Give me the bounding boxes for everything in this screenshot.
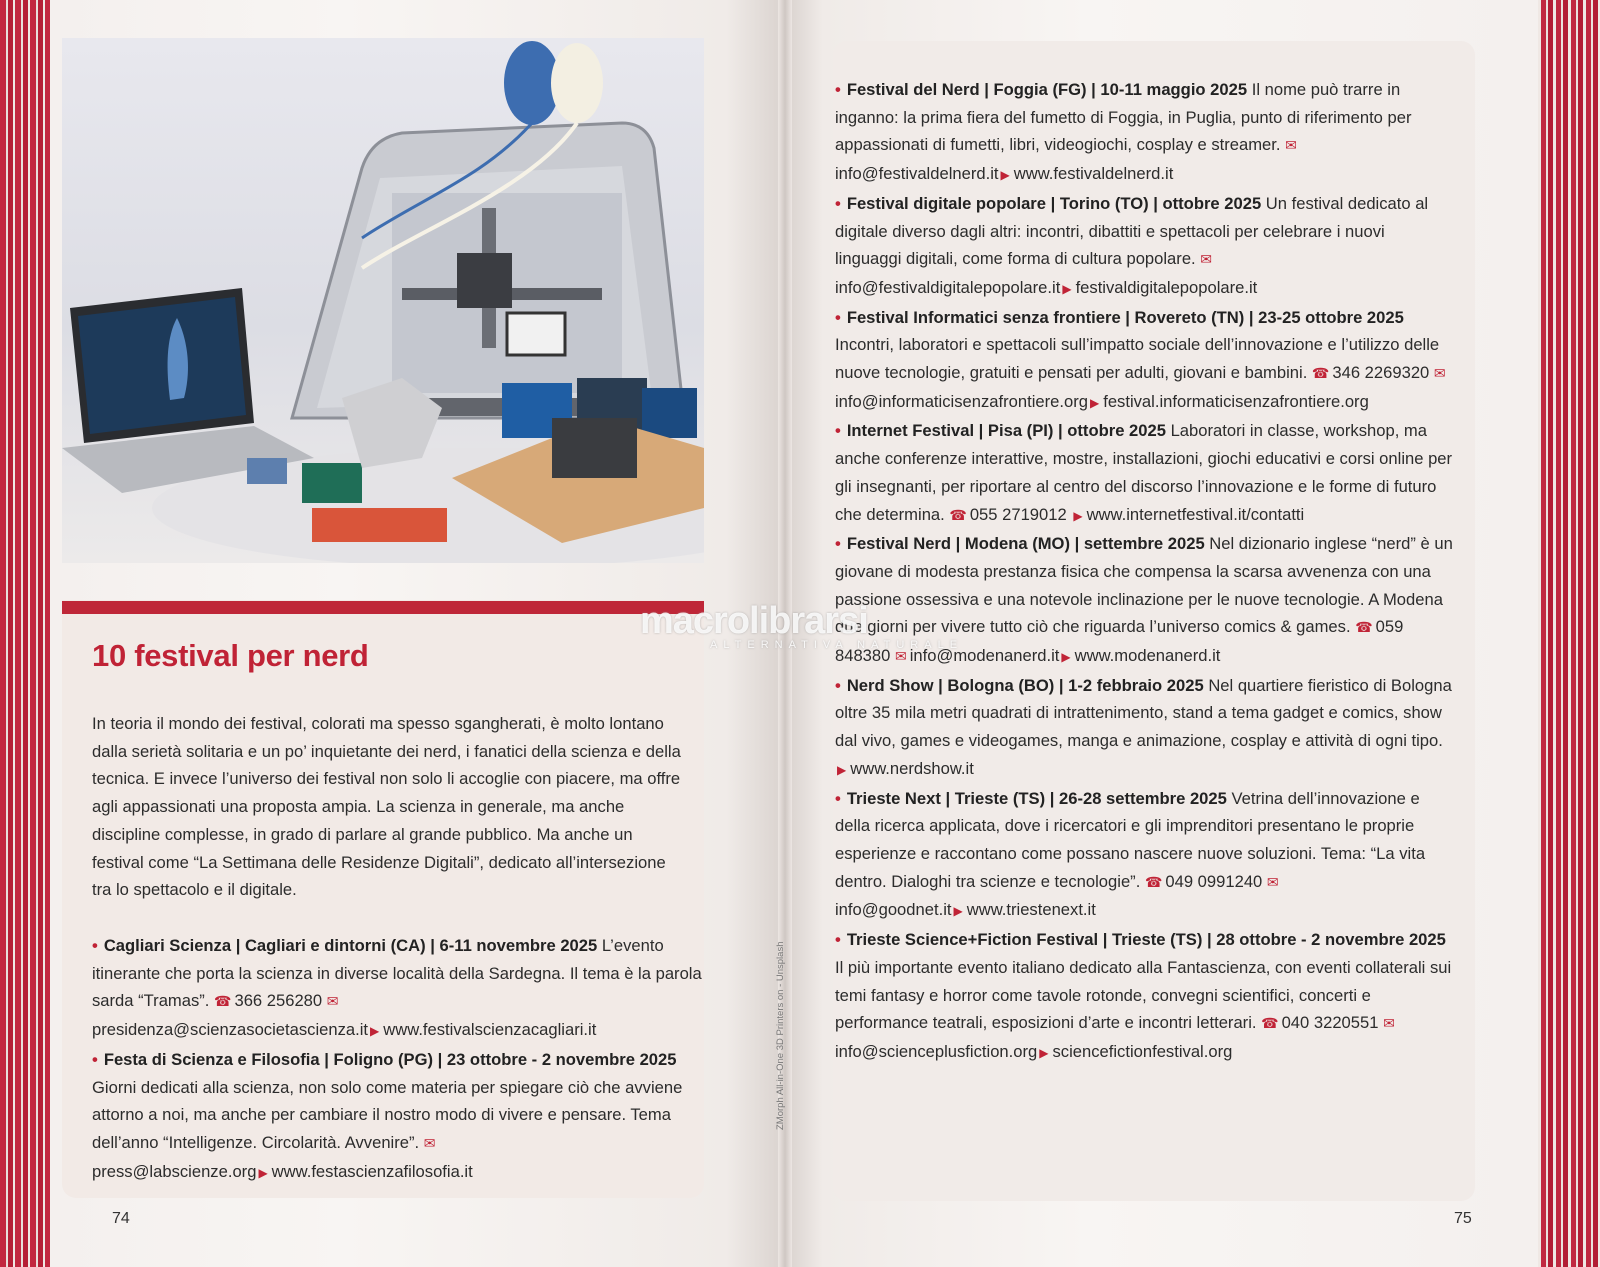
page-edges-right [1538,0,1600,1267]
festival-description: Vetrina dell’innovazione e della ricerca applicata, dove i ricercatori e gli imprenditori presentano le proprie esperienze e raccontano come possano nascere nuove soluzioni. Tema: “La vita dentro. Dialoghi tra scienze e tecnologie”. [835,788,1426,891]
arrow-right-icon: ▶ [1000,168,1010,183]
festival-description: Giorni dedicati alla scienza, non solo come materia per spiegare ciò che avviene attorno a noi, ma anche per cambiare il nostro modo di vivere e pensare. Tema dell’anno “Intelligenze. Circolarità. Avvenire”. [92,1077,683,1152]
watermark-logo [640,600,963,651]
festival-email[interactable]: info@festivaldigitalepopolare.it [835,277,1061,297]
festival-title: Festival del Nerd | Foggia (FG) | 10-11 maggio 2025 [846,80,1248,99]
festival-website[interactable]: www.festivaldelnerd.it [1013,164,1174,184]
festival-email[interactable]: info@goodnet.it [835,900,952,920]
envelope-icon: ✉ [1383,1015,1395,1032]
arrow-right-icon: ▶ [1062,281,1072,296]
festival-title: Trieste Next | Trieste (TS) | 26-28 settembre 2025 [846,788,1227,808]
phone-icon: ☎ [1355,619,1373,636]
bullet-marker: • [835,675,841,695]
phone-icon: ☎ [949,506,967,523]
festival-website[interactable]: sciencefictionfestival.org [1052,1041,1233,1061]
festival-phone: 366 256280 [234,991,327,1011]
festival-phone: 346 2269320 [1332,363,1434,383]
festival-title: Internet Festival | Pisa (PI) | ottobre 2025 [846,421,1166,441]
festival-entry [835,190,1455,304]
arrow-right-icon: ▶ [370,1024,380,1039]
festival-phone: 049 0991240 [1165,871,1267,891]
arrow-right-icon: ▶ [953,904,963,919]
bullet-marker: • [92,936,98,955]
festival-email[interactable]: info@festivaldelnerd.it [835,164,999,184]
bullet-marker: • [835,788,841,808]
festival-email[interactable]: info@modenanerd.it [909,646,1060,666]
festival-list-right [835,76,1455,1068]
festival-website[interactable]: www.nerdshow.it [850,758,974,778]
festival-title: Festival digitale popolare | Torino (TO) | ottobre 2025 [846,193,1262,213]
bullet-marker: • [92,1049,98,1069]
article-intro: In teoria il mondo dei festival, colorati ma spesso sgangherati, è molto lontano dalla serietà solitaria e un po’ inquietante dei nerd, i fanatici della scienza e della tecnica. E invece l’universo dei festival non solo li accoglie con piacere, ma offre agli appassionati una proposta ampia. La scienza in generale, ma anche discipline complesse, in grado di parlare al grande pubblico. Ma anche un festival come “La Settimana delle Residenze Digitali”, dedicato all’intersezione tra lo spettacolo e il digitale. [92,714,681,900]
bullet-marker: • [835,80,841,99]
arrow-right-icon: ▶ [837,762,847,777]
accent-bar [62,601,704,614]
envelope-icon: ✉ [1200,251,1212,268]
festival-description: Laboratori in classe, workshop, ma anche conferenze interattive, mostre, installazioni, giochi educativi e corsi online per gli insegnanti, per riportare al centro del discorso l’innovazione e le forme di futuro che determina. [835,421,1453,524]
bullet-marker: • [835,534,841,554]
festival-entry [92,1046,704,1188]
bullet-marker: • [835,307,841,327]
festival-entry [835,76,1455,190]
festival-website[interactable]: www.internetfestival.it/contatti [1086,504,1305,524]
festival-title: Festa di Scienza e Filosofia | Foligno (PG) | 23 ottobre - 2 novembre 2025 [103,1049,677,1069]
festival-title: Festival Informatici senza frontiere | Rovereto (TN) | 23-25 ottobre 2025 [846,307,1404,327]
festival-website[interactable]: www.festascienzafilosofia.it [271,1161,473,1181]
festival-title: Nerd Show | Bologna (BO) | 1-2 febbraio 2025 [846,675,1204,695]
festival-description: Nel quartiere fieristico di Bologna oltre 35 mila metri quadrati di intrattenimento, stand a tema gadget e comics, show dal vivo, games e videogames, manga e animazione, cosplay e attività di ogni tipo. [835,675,1452,751]
festival-email[interactable]: info@informaticisenzafrontiere.org [835,391,1088,411]
festival-entry [835,785,1455,927]
envelope-icon: ✉ [1433,365,1446,382]
page-number-right: 75 [1454,1210,1472,1227]
phone-icon: ☎ [1311,365,1330,382]
festival-website[interactable]: www.festivalscienzacagliari.it [383,1020,597,1040]
envelope-icon: ✉ [1266,873,1279,890]
watermark-subtext: ALTERNATIVA NATURALE [710,639,964,651]
festival-description: Il nome può trarre in inganno: la prima fiera del fumetto di Foggia, in Puglia, punto di riferimento per appassionati di fumetti, libri, videogiochi, cosplay e streamer. [835,80,1412,155]
festival-email[interactable]: presidenza@scienzasocietascienza.it [92,1020,369,1040]
phone-icon: ☎ [214,993,232,1010]
festival-entry [835,417,1455,530]
festival-phone: 055 2719012 [969,504,1072,524]
photo-3d-printer [62,38,704,563]
festival-title: Cagliari Scienza | Cagliari e dintorni (CA) | 6-11 novembre 2025 [103,936,598,955]
bullet-marker: • [835,930,841,950]
envelope-icon: ✉ [423,1134,436,1151]
envelope-icon: ✉ [894,648,907,665]
printer-illustration [62,38,704,563]
arrow-right-icon: ▶ [1089,395,1100,410]
festival-entry [835,926,1455,1068]
arrow-right-icon: ▶ [258,1165,268,1180]
phone-icon: ☎ [1261,1015,1279,1032]
festival-phone: 059 848380 [835,617,1404,666]
arrow-right-icon: ▶ [1061,650,1071,665]
festival-description: Il più importante evento italiano dedicato alla Fantascienza, con eventi collaterali sui temi fantasy e horror come tavole rotonde, convegni scientifici, concerti e performance teatrali, esposizioni d’arte e incontri letterari. [835,957,1452,1033]
festival-entry [92,932,704,1046]
festival-list-left [92,932,704,1187]
phone-icon: ☎ [1144,873,1163,890]
watermark-text: macrolibrarsi [640,600,868,642]
festival-title: Festival Nerd | Modena (MO) | settembre 2025 [846,534,1205,554]
page-number-left: 74 [112,1210,130,1227]
bullet-marker: • [835,421,841,441]
arrow-right-icon: ▶ [1039,1045,1049,1060]
festival-email[interactable]: press@labscienze.org [92,1161,257,1181]
arrow-right-icon: ▶ [1073,508,1083,523]
festival-entry [835,672,1455,785]
page-edges-left [0,0,50,1267]
festival-description: Nel dizionario inglese “nerd” è un giovane di modesta prestanza fisica che compensa la scarsa avvenenza con una passione ossessiva e una notevole inclinazione per le nuove tecnologie. A Modena due giorni per vivere tutto ciò che riguarda l’universo comics & games. [835,534,1453,637]
festival-website[interactable]: festival.informaticisenzafrontiere.org [1103,391,1369,411]
festival-entry [835,304,1455,418]
festival-description: L’evento itinerante che porta la scienza in diverse località della Sardegna. Il tema è la parola sarda “Tramas”. [92,936,702,1011]
bullet-marker: • [835,193,841,213]
festival-website[interactable]: www.triestenext.it [966,900,1096,920]
photo-credit: ZMorph All-in-One 3D Printers on - Unsplash [775,941,786,1130]
festival-email[interactable]: info@scienceplusfiction.org [835,1041,1038,1061]
article-heading: 10 festival per nerd [92,638,369,673]
festival-phone: 040 3220551 [1281,1013,1384,1033]
festival-description: Un festival dedicato al digitale diverso dagli altri: incontri, dibattiti e spettacoli per celebrare i nuovi linguaggi digitali, come forma di cultura popolare. [835,193,1429,269]
festival-title: Trieste Science+Fiction Festival | Trieste (TS) | 28 ottobre - 2 novembre 2025 [846,930,1446,950]
envelope-icon: ✉ [1285,137,1297,154]
festival-website[interactable]: www.modenanerd.it [1074,646,1221,666]
festival-website[interactable]: festivaldigitalepopolare.it [1075,277,1258,297]
envelope-icon: ✉ [326,993,339,1010]
festival-description: Incontri, laboratori e spettacoli sull’impatto sociale dell’innovazione e l’utilizzo delle nuove tecnologie, gratuiti e pensati per adulti, giovani e bambini. [835,335,1440,383]
